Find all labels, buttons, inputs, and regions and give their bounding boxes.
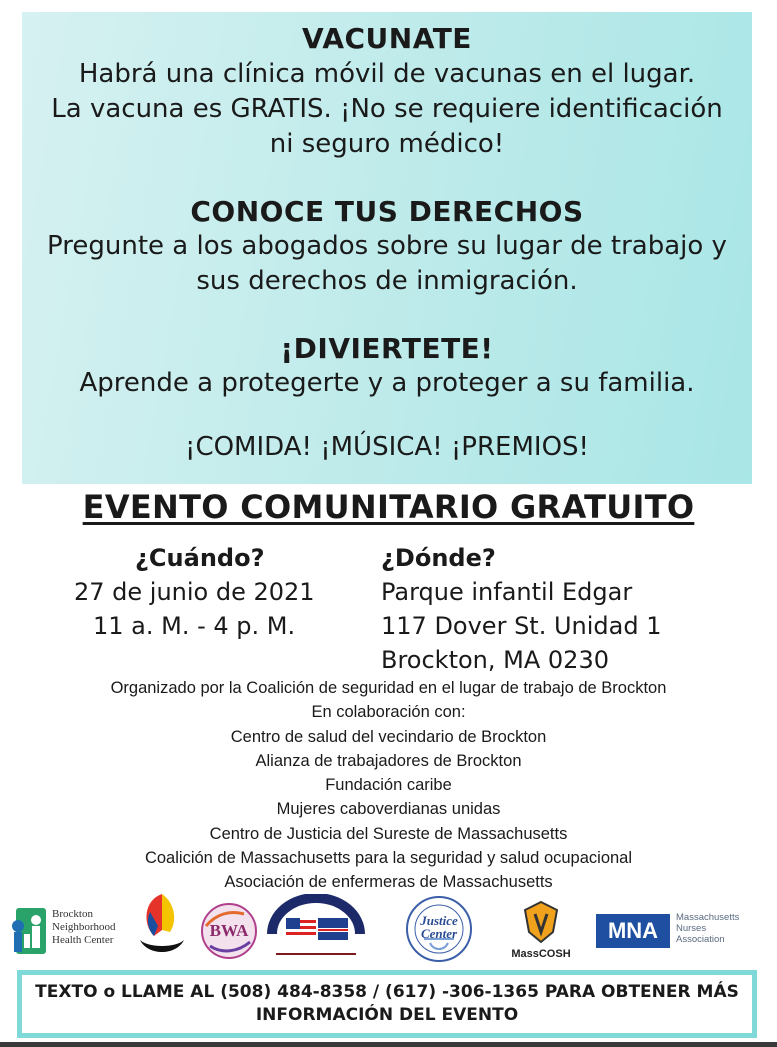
vaccinate-text [22,57,752,162]
massachusetts-nurses-association-logo [596,910,746,954]
venue-street: 117 Dover St. Unidad 1 [381,612,662,640]
brockton-workers-alliance-logo [200,902,258,960]
masscosh-logo [504,900,578,964]
event-date: 27 de junio de 2021 [74,578,315,606]
organizers-block [0,676,777,895]
fun-heading: ¡DIVIERTETE! [280,332,494,365]
rights-line: Pregunte a los abogados sobre su lugar de trabajo y [47,231,727,261]
rights-text [22,229,752,299]
vaccinate-line: Habrá una clínica móvil de vacunas en el lugar. [78,59,696,89]
collaboration-label: En colaboración con: [311,703,466,722]
partner-item: Mujeres caboverdianas unidas [276,800,501,819]
brockton-neighborhood-health-center-logo [8,902,118,960]
partner-item: Alianza de trabajadores de Brockton [255,751,522,770]
vaccinate-line: ni seguro médico! [269,129,505,159]
partner-item: Coalición de Massachusetts para la seguridad y salud ocupacional [144,849,633,868]
info-panel [22,12,752,484]
caribbean-foundation-logo [134,890,190,960]
event-time: 11 a. M. - 4 p. M. [93,612,296,640]
contact-line: INFORMACIÓN DEL EVENTO [255,1005,519,1025]
mna-badge: MNA [596,914,670,948]
event-title: EVENTO COMUNITARIO GRATUITO [82,488,695,526]
masscosh-shield-icon [521,900,561,944]
caribbean-foundation-icon [134,890,190,960]
when-heading: ¿Cuándo? [135,544,265,572]
rights-line: sus derechos de inmigración. [196,266,578,296]
food-music-prizes: ¡COMIDA! ¡MÚSICA! ¡PREMIOS! [185,432,589,462]
vaccinate-heading: VACUNATE [302,22,472,55]
vaccinate-line: La vacuna es GRATIS. ¡No se requiere identificación [51,94,723,124]
partner-item: Centro de Justicia del Sureste de Massachusetts [209,824,568,843]
bottom-divider [0,1042,777,1047]
mna-name: Massachusetts Nurses Association [676,912,740,945]
cape-verdean-association-icon [266,894,366,962]
justice-logo-text: Justice Center [420,913,458,941]
masscosh-logo-text: MassCOSH [511,948,571,960]
cape-verdean-association-logo [266,894,366,962]
bnhc-logo-text: Brockton Neighborhood Health Center [52,908,116,946]
justice-center-logo [400,895,478,967]
venue-name: Parque infantil Edgar [381,578,633,606]
partner-item: Centro de salud del vecindario de Brockton [230,727,547,746]
fun-text: Aprende a protegerte y a proteger a su familia. [79,368,695,398]
partner-item: Asociación de enfermeras de Massachusetts [224,873,553,892]
partner-item: Fundación caribe [325,776,452,795]
contact-banner [17,970,757,1038]
where-heading: ¿Dónde? [381,544,496,572]
bwa-logo-text: BWA [209,921,249,940]
rights-heading: CONOCE TUS DERECHOS [190,195,584,228]
venue-city: Brockton, MA 0230 [381,646,609,674]
health-center-icon [8,904,52,958]
contact-line: TEXTO o LLAME AL (508) 484-8358 / (617) -306-1365 PARA OBTENER MÁS [35,982,739,1002]
organized-by: Organizado por la Coalición de seguridad en el lugar de trabajo de Brockton [110,679,667,697]
